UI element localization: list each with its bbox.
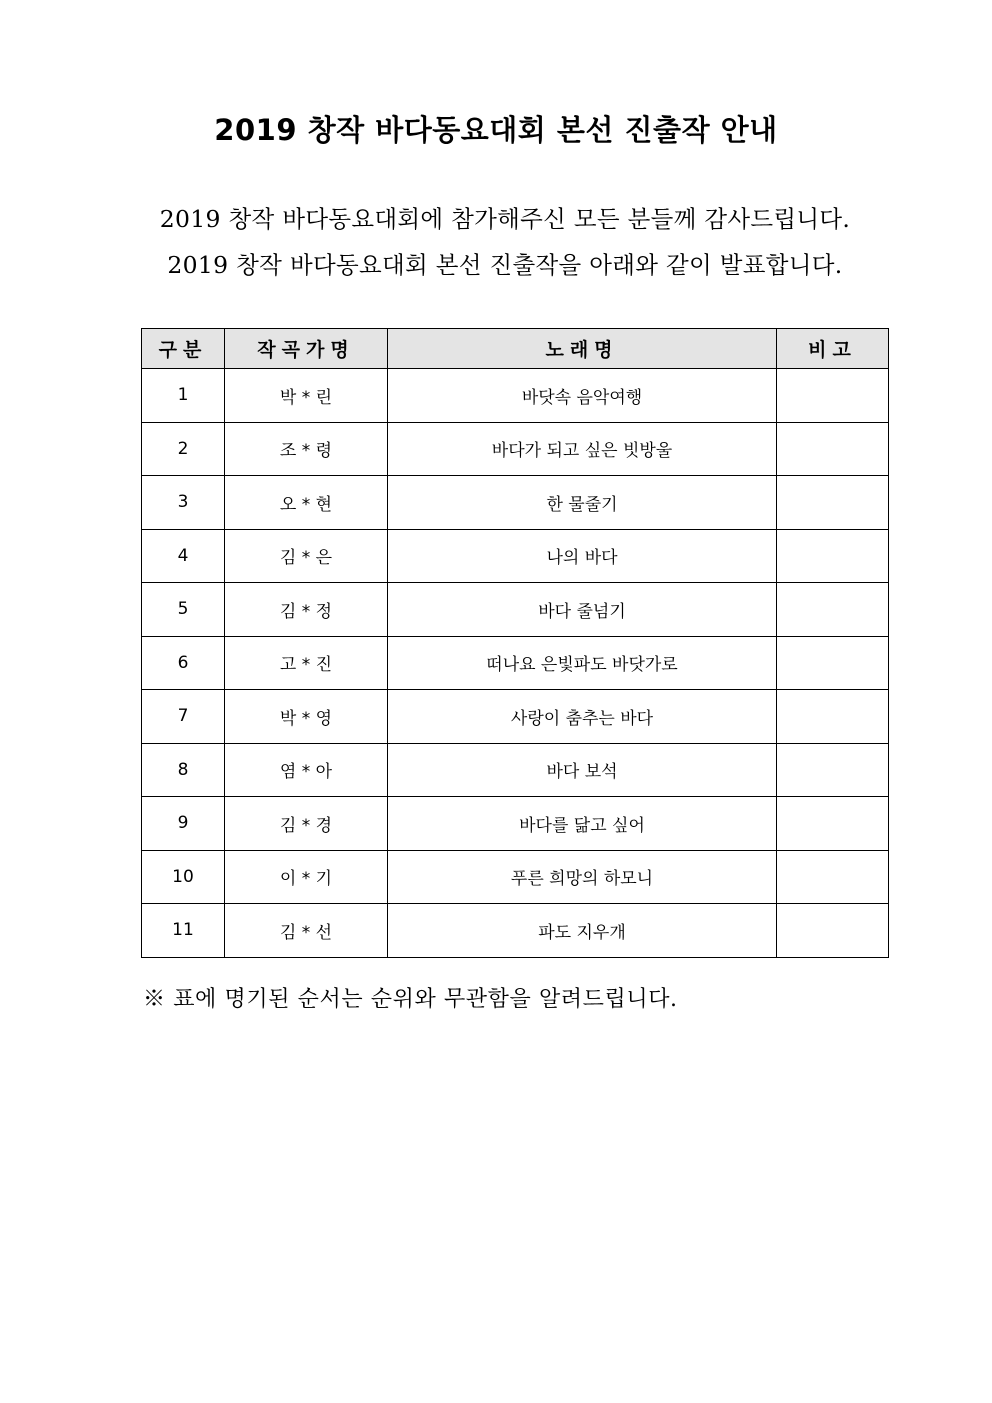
song-title: 바다가 되고 싶은 빗방울	[388, 422, 777, 476]
table-row	[142, 476, 889, 530]
intro-line-1: 2019 창작 바다동요대회에 참가해주신 모든 분들께 감사드립니다.	[159, 205, 851, 233]
table-row	[142, 422, 889, 476]
row-number: 11	[142, 904, 225, 958]
table-header-row	[142, 329, 889, 369]
table-row	[142, 690, 889, 744]
row-number: 10	[142, 850, 225, 904]
table-row	[142, 369, 889, 423]
composer-name: 박 * 영	[225, 690, 388, 744]
row-number: 1	[142, 369, 225, 423]
composer-name: 김 * 선	[225, 904, 388, 958]
song-title: 나의 바다	[388, 529, 777, 583]
row-number: 3	[142, 476, 225, 530]
row-number: 4	[142, 529, 225, 583]
header-division: 구분	[142, 329, 225, 369]
table-header	[142, 329, 889, 369]
table-row	[142, 583, 889, 637]
composer-name: 조 * 령	[225, 422, 388, 476]
row-number: 2	[142, 422, 225, 476]
composer-name: 김 * 정	[225, 583, 388, 637]
row-number: 9	[142, 797, 225, 851]
remark	[777, 904, 889, 958]
remark	[777, 850, 889, 904]
composer-name: 고 * 진	[225, 636, 388, 690]
composer-name: 이 * 기	[225, 850, 388, 904]
song-title: 바다 보석	[388, 743, 777, 797]
page-title: 2019 창작 바다동요대회 본선 진출작 안내	[214, 113, 778, 147]
row-number: 6	[142, 636, 225, 690]
finalist-table	[141, 328, 889, 958]
table-body	[142, 369, 889, 958]
remark	[777, 529, 889, 583]
remark	[777, 422, 889, 476]
intro-line-2: 2019 창작 바다동요대회 본선 진출작을 아래와 같이 발표합니다.	[167, 251, 843, 279]
remark	[777, 476, 889, 530]
song-title: 바다를 닮고 싶어	[388, 797, 777, 851]
song-title: 사랑이 춤추는 바다	[388, 690, 777, 744]
remark	[777, 797, 889, 851]
remark	[777, 743, 889, 797]
remark	[777, 369, 889, 423]
composer-name: 염 * 아	[225, 743, 388, 797]
song-title: 푸른 희망의 하모니	[388, 850, 777, 904]
table-row	[142, 904, 889, 958]
song-title: 파도 지우개	[388, 904, 777, 958]
table-row	[142, 636, 889, 690]
composer-name: 박 * 린	[225, 369, 388, 423]
row-number: 8	[142, 743, 225, 797]
row-number: 7	[142, 690, 225, 744]
header-composer: 작곡가명	[225, 329, 388, 369]
song-title: 바닷속 음악여행	[388, 369, 777, 423]
composer-name: 오 * 현	[225, 476, 388, 530]
song-title: 바다 줄넘기	[388, 583, 777, 637]
header-song-title: 노래명	[388, 329, 777, 369]
table-row	[142, 850, 889, 904]
table-row	[142, 743, 889, 797]
composer-name: 김 * 은	[225, 529, 388, 583]
table-row	[142, 797, 889, 851]
table-row	[142, 529, 889, 583]
song-title: 한 물줄기	[388, 476, 777, 530]
composer-name: 김 * 경	[225, 797, 388, 851]
song-title: 떠나요 은빛파도 바닷가로	[388, 636, 777, 690]
remark	[777, 583, 889, 637]
footnote: ※ 표에 명기된 순서는 순위와 무관함을 알려드립니다.	[143, 987, 678, 1012]
row-number: 5	[142, 583, 225, 637]
remark	[777, 636, 889, 690]
remark	[777, 690, 889, 744]
header-remarks: 비고	[777, 329, 889, 369]
